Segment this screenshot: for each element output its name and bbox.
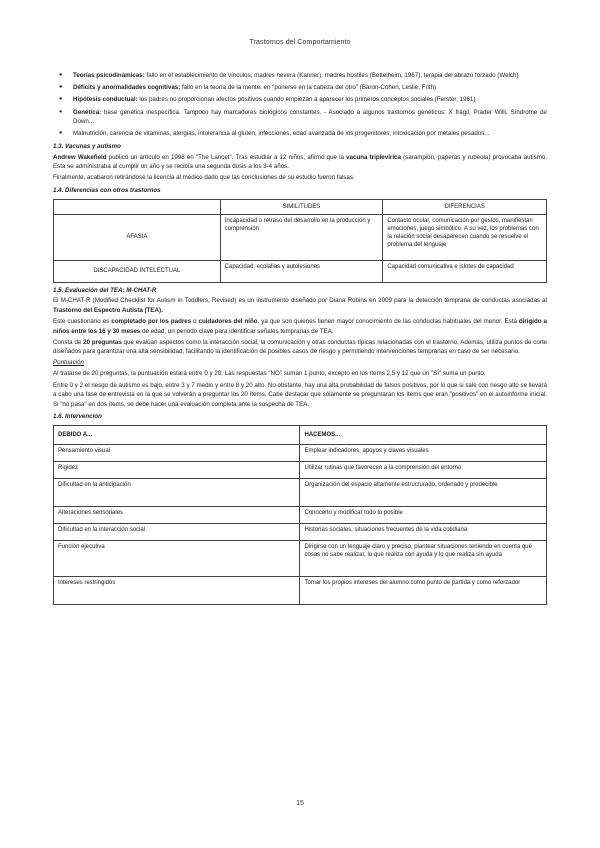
section-heading: 1.6. Intervención [53, 413, 102, 421]
section-heading: 1.5. Evaluación del TEA: M-CHAT-R [53, 286, 157, 294]
list-item [73, 83, 547, 93]
table-cell: Emplear indicadores, apoyos y claves visuales [300, 445, 547, 462]
table-row [54, 541, 547, 577]
table-cell: Intereses restringidos [54, 577, 300, 605]
text: publicó un artículo en 1998 en "The Lancet". Tras estudiar a 12 niños, afirmó que la [106, 153, 347, 161]
table-cell: Función ejecutiva [54, 541, 300, 577]
bullet-text: fallo en la teoría de la mente, en "ponerse en la cabeza del otro" (Baron-Cohen, Leslie, Frith) [180, 84, 437, 92]
intervention-table [53, 425, 547, 605]
table-cell: Conocerlo y modificar todo lo posible [300, 507, 547, 524]
table-row [54, 507, 547, 524]
bullet-term: Hipótesis conductual: [73, 96, 138, 104]
table-cell: Rigidez [54, 462, 300, 479]
table-row [54, 577, 547, 605]
section-heading: 1.3. Vacunas y autismo [53, 143, 121, 151]
list-item [73, 129, 547, 139]
page-header: Trastornos del Comportamiento [249, 39, 351, 46]
table-row [54, 524, 547, 541]
bullet-term: Déficits y anormalidades cognitivas: [73, 84, 181, 92]
bullet-term: Teorías psicodinámicas: [73, 72, 145, 79]
text: o [191, 317, 199, 325]
text: , ya que son quienes tienen mayor conocimiento de las conductas habituales del menor. Está [257, 317, 519, 325]
paragraph [53, 296, 547, 315]
bold-text: cuidadores del niño [198, 317, 258, 325]
bold-text: vacuna triplevírica [346, 153, 401, 161]
bullet-text: Malnutrición, carencia de vitaminas, alergias, intolerancia al gluten, infecciones, edad avanzada de los progenitores, intoxicación por metales pesados... [73, 130, 490, 138]
table-header-row [54, 426, 547, 445]
underlined-subheading: Puntuación [53, 359, 84, 367]
bold-text: Andrew Wakefield [53, 153, 107, 161]
table-row [54, 260, 547, 282]
bold-text: dirigido a niños entre los 16 y 30 meses [53, 317, 547, 335]
table-cell: Contacto ocular, comunicación por gestos, manifiestan emociones, juego simbólico. A su vez, los problemas con la relación social desaparecen cuando se resuelve el problema del lenguaje [383, 214, 547, 260]
table-row [54, 462, 547, 479]
text: (sarampión, paperas y rubeola) provocaba autismo. Esta se administraba al cumplir un año y se recibía una segunda dosis a los 3-4 años. [53, 153, 548, 171]
table-header: SIMILITUDES [220, 199, 383, 214]
paragraph: Al tratarse de 20 preguntas, la puntuación estará entre 0 y 20. Las respuestas "NO" suman 1 punto, excepto en los ítems 2,5 y 12 que un "SÍ" suma un punto. [53, 370, 486, 378]
paragraph [53, 338, 547, 357]
table-cell: DISCAPACIDAD INTELECTUAL [54, 260, 221, 282]
table-cell: Utilizar rutinas que favorecen a la comprensión del entorno [300, 462, 547, 479]
table-cell: Alteraciones sensoriales [54, 507, 300, 524]
text: que evalúan aspectos como la interacción social, la comunicación y otras conductas típicas relacionadas con el trastorno. Además, utiliza puntos de corte diseñados para garantizar una alta sensibilidad, facilitando la identificación de posibles casos de riesgo y permitiendo intervenciones tempranas en caso de ser necesario. [53, 338, 548, 356]
page-content [53, 71, 547, 605]
paragraph [53, 153, 547, 172]
text: de edad, un periodo clave para identificar señales tempranas de TEA. [140, 327, 334, 335]
table-row [54, 479, 547, 507]
table-cell: Tomar los propios intereses del alumno como punto de partida y como reforzador [300, 577, 547, 605]
table-header: DIFERENCIAS [383, 199, 547, 214]
text: Consta de [53, 338, 84, 346]
page-number: 15 [296, 800, 304, 807]
table-cell: Incapacidad o retraso del desarrollo en la producción y comprensión [220, 214, 383, 260]
text: El M-CHAT-R (Modified Checklist for Autism in Toddlers, Revised) es un instrumento diseñado por Diana Robins en 2009 para la detección temprana de conductas asociadas al [53, 297, 547, 305]
table-row [54, 214, 547, 260]
bullet-term: Genética: [73, 108, 102, 116]
bullet-text: los padres no proporcionan afectos positivos cuando empiezan a aparecer los primeros conceptos sociales (Ferster, 1961) [137, 96, 476, 104]
section-heading: 1.4. Diferencias con otros trastornos [53, 186, 161, 194]
theories-list [53, 71, 547, 139]
bold-text: 20 preguntas [83, 338, 122, 346]
table-cell: Organización del espacio altamente estructurado, ordenado y predecible [300, 479, 547, 507]
table-row [54, 445, 547, 462]
text: Este cuestionario es [53, 317, 112, 325]
table-cell: Historias sociales, situaciones frecuentes de la vida cotidiana [300, 524, 547, 541]
table-cell: AFASIA [54, 214, 221, 260]
bullet-text: fallo en el establecimiento de vínculos, madres nevera (Kanner), madres hostiles (Bettelheim, 1967), terapia del abrazo forzado (Welch) [144, 72, 519, 79]
list-item [73, 108, 547, 127]
table-cell: Dificultad en la anticipación [54, 479, 300, 507]
differences-table [53, 199, 547, 283]
table-cell: Dirigirse con un lenguaje claro y preciso, plantear situaciones teniendo en cuenta qué cosas no sabe realizar, lo que realiza con ayuda y lo que realiza sin ayuda [300, 541, 547, 577]
table-cell: Dificultad en la interacción social [54, 524, 300, 541]
bullet-text: base genética inespecífica. Tampoco hay marcadores biológicos constantes. - Asociado a algunos trastornos genéticos: X frágil, Prader Willi, Síndrome de Down... [73, 108, 547, 126]
list-item [73, 95, 547, 105]
bold-text: Trastorno del Espectro Autista (TEA). [53, 306, 163, 314]
table-cell: Pensamiento visual [54, 445, 300, 462]
table-header-row [54, 199, 547, 214]
table-cell [54, 199, 221, 214]
table-cell: Capacidad, ecolalias y autolesiones [220, 260, 383, 282]
table-cell: Capacidad comunicativa e islotes de capacidad [383, 260, 547, 282]
paragraph: Finalmente, acabaron retirándose la licencia al médico dado que las conclusiones de su estudio fueron falsas. [53, 174, 355, 182]
list-item [73, 71, 547, 81]
bold-text: completado por los padres [111, 317, 192, 325]
paragraph: Entre 0 y 2 el riesgo de autismo es bajo, entre 3 y 7 medio y entre 8 y 20 alto. No obstante, hay una alta probabilidad de falsos positivos, por lo que si sale con riesgo alto se llevará a cabo una fase de entrevista en la que se volverán a preguntar los 20 ítems. Cabe destacar que sólamente se preguntarán los ítems que eran "positivos" en el autoinforme inicial. Si "no pasa" en dos ítems, se debe hacer una evaluación completa ante la sospecha de TEA. [53, 381, 547, 408]
table-header: DEBIDO A... [54, 426, 300, 445]
paragraph [53, 317, 547, 336]
subheading [53, 358, 547, 368]
table-header: HACEMOS... [300, 426, 547, 445]
